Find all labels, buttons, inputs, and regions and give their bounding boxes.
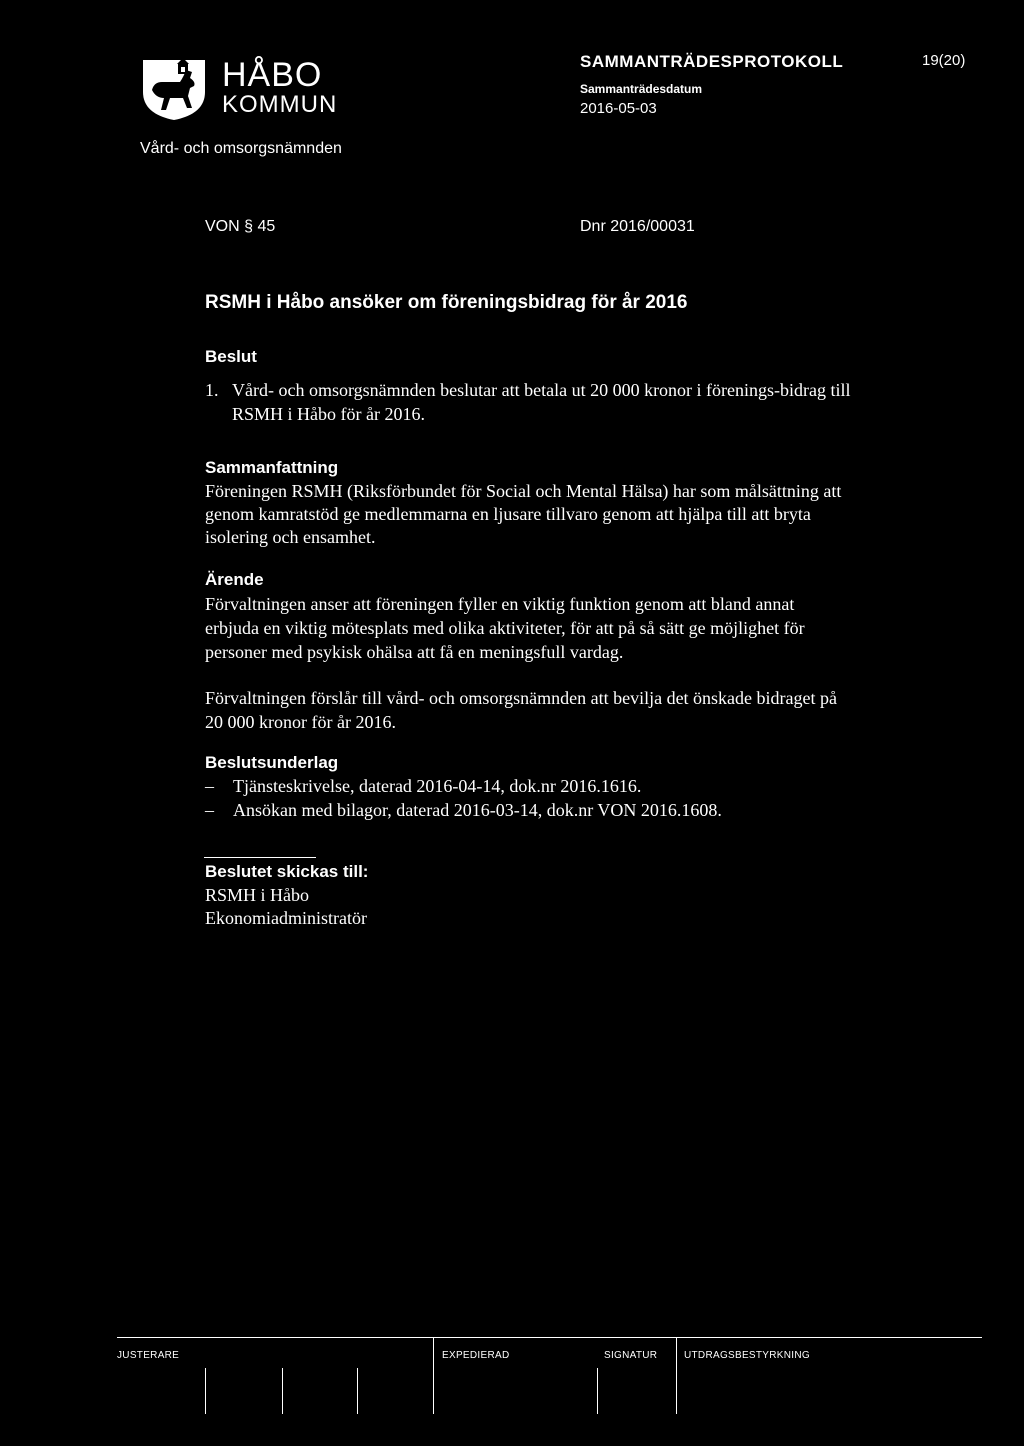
crest-horse-icon (140, 52, 208, 122)
divider (204, 857, 316, 858)
decision-item-number: 1. (205, 380, 219, 400)
basis-item-text: Tjänsteskrivelse, daterad 2016-04-14, dok.nr 2016.1616. (233, 776, 642, 796)
basis-item-text: Ansökan med bilagor, daterad 2016-03-14, dok.nr VON 2016.1608. (233, 800, 722, 820)
page-number: 19(20) (922, 52, 966, 69)
sent-to-heading: Beslutet skickas till: (205, 862, 369, 881)
matter-heading: Ärende (205, 570, 264, 589)
summary-text: Föreningen RSMH (Riksförbundet för Social och Mental Hälsa) har som målsättning att genom kamratstöd ge medlemmarna en ljusare tillvaro genom att hjälpa till att bryta isolering och ensamhet. (205, 481, 842, 547)
matter-paragraph: Förvaltningen anser att föreningen fyller en viktig funktion genom att bland annat erbjuda en viktig mötesplats med olika aktiviteter, för att på så sätt ge möjlighet för personer med psykisk ohälsa att få en meningsfull vardag. (205, 594, 805, 662)
decision-heading: Beslut (205, 347, 257, 366)
org-name: HÅBO (222, 56, 323, 94)
footer-label-justerare: JUSTERARE (117, 1350, 180, 1361)
org-sub: KOMMUN (222, 91, 338, 118)
basis-heading: Beslutsunderlag (205, 753, 339, 772)
diary-number: Dnr 2016/00031 (580, 218, 695, 235)
decision-item-text: Vård- och omsorgsnämnden beslutar att betala ut 20 000 kronor i förenings-bidrag till RSMH i Håbo för år 2016. (232, 380, 851, 424)
document-type: SAMMANTRÄDESPROTOKOLL (580, 52, 844, 71)
signature-box-divider (205, 1368, 206, 1414)
decision-item (205, 378, 905, 426)
column-divider (597, 1368, 598, 1414)
signature-box-divider (282, 1368, 283, 1414)
date-value: 2016-05-03 (580, 100, 657, 117)
recipient: RSMH i Håbo (205, 885, 310, 905)
column-divider (433, 1337, 434, 1414)
list-item: – Tjänsteskrivelse, daterad 2016-04-14, dok.nr 2016.1616. (205, 776, 642, 796)
signature-box-divider (357, 1368, 358, 1414)
recipient-list (205, 884, 367, 930)
footer-label-signatur: SIGNATUR (604, 1350, 658, 1361)
recipient: Ekonomiadministratör (205, 908, 367, 928)
committee-name: Vård- och omsorgsnämnden (140, 140, 342, 157)
date-label: Sammanträdesdatum (580, 82, 703, 96)
basis-list (205, 774, 905, 822)
summary-heading: Sammanfattning (205, 458, 339, 477)
list-item: – Ansökan med bilagor, daterad 2016-03-14, dok.nr VON 2016.1608. (205, 800, 722, 820)
footer-divider (117, 1337, 982, 1338)
matter-paragraph: Förvaltningen förslår till vård- och omsorgsnämnden att bevilja det önskade bidraget på 20 000 kronor för år 2016. (205, 688, 838, 732)
footer-label-utdragsbestyrkning: UTDRAGSBESTYRKNING (684, 1350, 810, 1361)
column-divider (676, 1337, 677, 1414)
footer-label-expedierad: EXPEDIERAD (442, 1350, 510, 1361)
page-title: RSMH i Håbo ansöker om föreningsbidrag för år 2016 (205, 292, 688, 313)
section-reference: VON § 45 (205, 218, 276, 235)
